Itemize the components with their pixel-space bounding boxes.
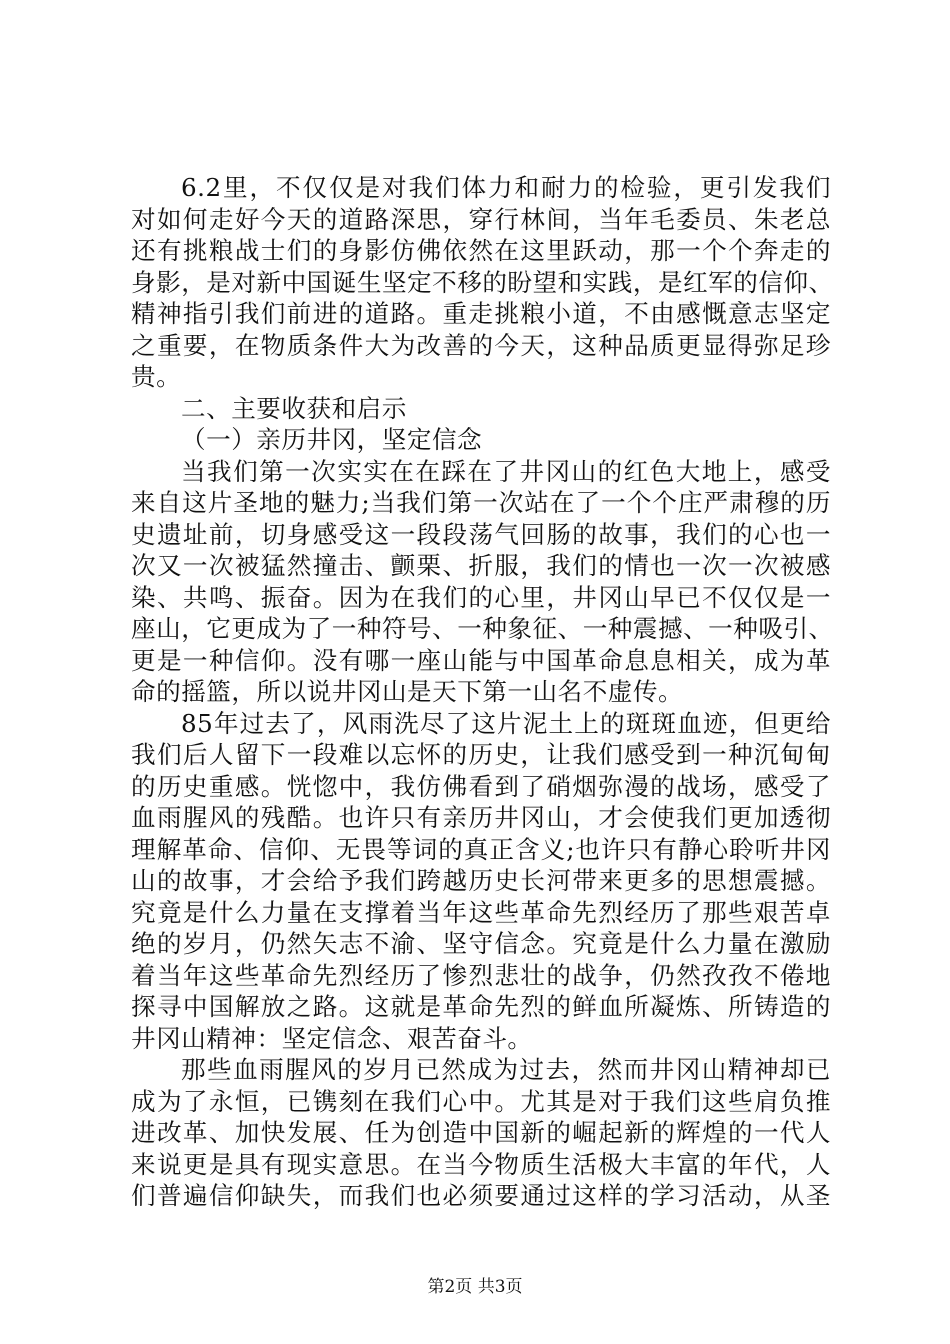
text-line: 来自这片圣地的魅力;当我们第一次站在了一个个庄严肃穆的历 xyxy=(131,488,831,517)
text-line: 究竟是什么力量在支撑着当年这些革命先烈经历了那些艰苦卓 xyxy=(131,897,831,927)
text-line: 6.2里，不仅仅是对我们体力和耐力的检验，更引发我们 xyxy=(181,173,831,202)
text-line: 们普遍信仰缺失，而我们也必须要通过这样的学习活动，从圣 xyxy=(131,1181,831,1210)
page-footer: 第2页 共3页 xyxy=(427,1277,523,1297)
text-line: 山的故事，才会给予我们跨越历史长河带来更多的思想震撼。 xyxy=(131,866,831,895)
text-line: 理解革命、信仰、无畏等词的真正含义;也许只有静心聆听井冈 xyxy=(131,834,831,864)
text-line: 身影，是对新中国诞生坚定不移的盼望和实践，是红军的信仰、 xyxy=(131,267,834,297)
text-line: 那些血雨腥风的岁月已然成为过去，然而井冈山精神却已 xyxy=(181,1055,831,1084)
text-line: 次又一次被猛然撞击、颤栗、折服，我们的情也一次一次被感 xyxy=(131,551,831,580)
text-line: 精神指引我们前进的道路。重走挑粮小道，不由感慨意志坚定 xyxy=(131,299,831,328)
text-line: 来说更是具有现实意思。在当今物质生活极大丰富的年代，人 xyxy=(131,1149,831,1179)
text-line: （一）亲历井冈，坚定信念 xyxy=(181,425,483,454)
paragraph xyxy=(131,172,834,393)
text-line: 着当年这些革命先烈经历了惨烈悲壮的战争，仍然孜孜不倦地 xyxy=(131,960,831,990)
text-line: 座山，它更成为了一种符号、一种象征、一种震撼、一种吸引、 xyxy=(131,614,834,643)
text-line: 更是一种信仰。没有哪一座山能与中国革命息息相关，成为革 xyxy=(131,645,831,675)
text-line: 我们后人留下一段难以忘怀的历史，让我们感受到一种沉甸甸 xyxy=(131,740,831,769)
paragraph xyxy=(131,1054,831,1212)
text-line: 井冈山精神：坚定信念、艰苦奋斗。 xyxy=(131,1023,533,1053)
text-line: 命的摇篮，所以说井冈山是天下第一山名不虚传。 xyxy=(131,677,684,706)
text-line: 进改革、加快发展、任为创造中国新的崛起新的辉煌的一代人 xyxy=(131,1118,831,1147)
text-line: 贵。 xyxy=(131,362,182,391)
text-line: 染、共鸣、振奋。因为在我们的心里，井冈山早已不仅仅是一 xyxy=(131,582,831,612)
text-line: 当我们第一次实实在在踩在了井冈山的红色大地上，感受 xyxy=(181,456,831,486)
text-line: 探寻中国解放之路。这就是革命先烈的鲜血所凝炼、所铸造的 xyxy=(131,992,831,1021)
paragraph xyxy=(131,393,831,425)
text-line: 还有挑粮战士们的身影仿佛依然在这里跃动，那一个个奔走的 xyxy=(131,236,831,265)
text-line: 绝的岁月，仍然矢志不渝、坚守信念。究竟是什么力量在激励 xyxy=(131,929,831,958)
paragraph xyxy=(131,424,831,456)
text-line: 史遗址前，切身感受这一段段荡气回肠的故事，我们的心也一 xyxy=(131,519,831,549)
text-line: 二、主要收获和启示 xyxy=(181,393,407,423)
text-line: 成为了永恒，已镌刻在我们心中。尤其是对于我们这些肩负推 xyxy=(131,1086,831,1116)
text-line: 之重要，在物质条件大为改善的今天，这种品质更显得弥足珍 xyxy=(131,330,831,360)
text-line: 85年过去了，风雨洗尽了这片泥土上的斑斑血迹，但更给 xyxy=(181,708,831,738)
text-line: 对如何走好今天的道路深思，穿行林间，当年毛委员、朱老总 xyxy=(131,204,831,234)
paragraph xyxy=(131,456,834,708)
body-text xyxy=(131,172,834,1212)
text-line: 血雨腥风的残酷。也许只有亲历井冈山，才会使我们更加透彻 xyxy=(131,803,831,832)
text-line: 的历史重感。恍惚中，我仿佛看到了硝烟弥漫的战场，感受了 xyxy=(131,771,831,801)
paragraph xyxy=(131,708,831,1055)
